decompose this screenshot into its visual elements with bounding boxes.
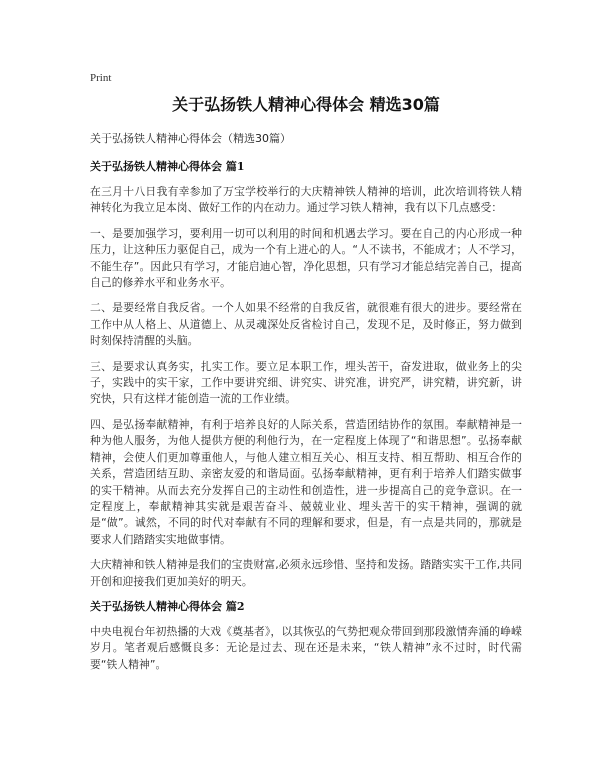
section-2 [90,599,522,673]
section-heading: 关于弘扬铁人精神心得体会 篇2 [90,599,245,613]
section-heading: 关于弘扬铁人精神心得体会 篇1 [90,160,245,173]
paragraph: 三、是要求认真务实，扎实工作。要立足本职工作，埋头苦干，奋发进取，做业务上的尖子，实践中的实干家，工作中要讲究细、讲究实、讲究准，讲究严，讲究精，讲究新，讲究快，只有这样才能创造一流的工作业绩。 [90,359,522,406]
print-link[interactable]: Print [90,72,112,84]
paragraph: 四、是弘扬奉献精神，有利于培养良好的人际关系，营造团结协作的氛围。奉献精神是一种为他人服务，为他人提供方便的利他行为，在一定程度上体现了“和谐思想”。弘扬奉献精神，会使人们更加尊重他人，与他人建立相互关心、相互支持、相互帮助、相互合作的关系，营造团结互助、亲密友爱的和谐局面。弘扬奉献精神，更有利于培养人们踏实做事的实干精神。从而去充分发挥自己的主动性和创造性，进一步提高自己的竞争意识。在一定程度上，奉献精神其实就是艰苦奋斗、兢兢业业、埋头苦干的实干精神，强调的就是“做”。诚然，不同的时代对奉献有不同的理解和要求，但是，有一点是共同的，那就是要求人们踏踏实实地做事情。 [90,417,522,546]
document-title: 关于弘扬铁人精神心得体会 精选30篇 [172,95,440,114]
document-subtitle: 关于弘扬铁人精神心得体会（精选30篇） [90,132,291,145]
paragraph: 大庆精神和铁人精神是我们的宝贵财富,必须永远珍惜、坚持和发扬。踏踏实实干工作,共同开创和迎接我们更加美好的明天。 [90,558,522,588]
paragraph: 一、是要加强学习，要利用一切可以利用的时间和机遇去学习。要在自己的内心形成一种压力，让这种压力驱促自己，成为一个有上进心的人。“人不读书，不能成才；人不学习，不能生存”。因此只有学习，才能启迪心智，净化思想，只有学习才能总结完善自己，提高自己的修养水平和业务水平。 [90,226,522,290]
paragraph: 中央电视台年初热播的大戏《奠基者》，以其恢弘的气势把观众带回到那段激情奔涌的峥嵘岁月。笔者观后感慨良多：无论是过去、现在还是未来，“铁人精神”永不过时，时代需要“铁人精神”。 [90,624,522,671]
paragraph: 在三月十八日我有幸参加了万宝学校举行的大庆精神铁人精神的培训，此次培训将铁人精神转化为我立足本岗、做好工作的内在动力。通过学习铁人精神，我有以下几点感受： [90,185,522,215]
article-body [90,159,522,682]
paragraph: 二、是要经常自我反省。一个人如果不经常的自我反省，就很难有很大的进步。要经常在工作中从人格上、从道德上、从灵魂深处反省检讨自己，发现不足，及时修正，努力做到时刻保持清醒的头脑。 [90,301,522,348]
section-1 [90,159,522,590]
